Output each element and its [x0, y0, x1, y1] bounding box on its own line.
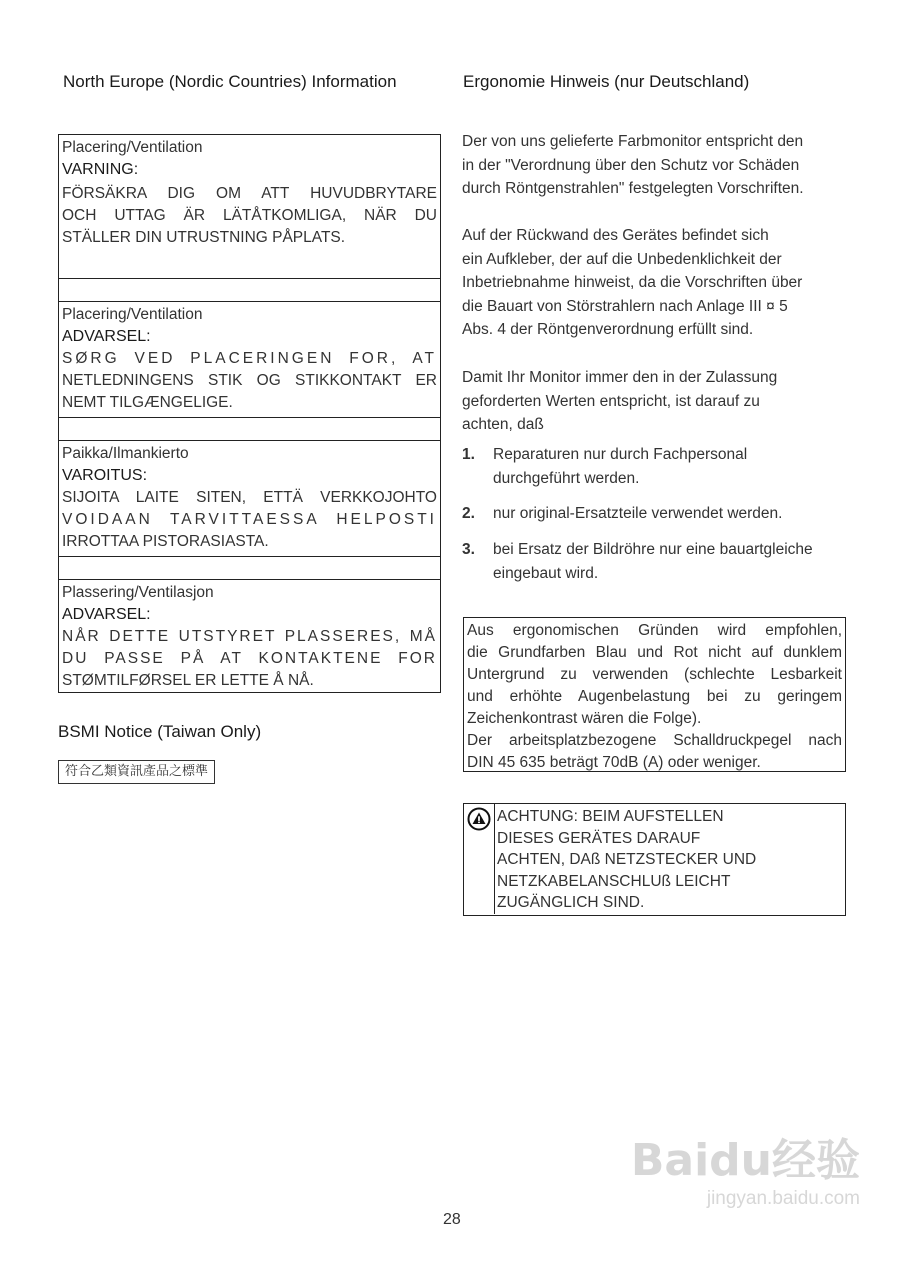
list-number: 3.: [462, 541, 475, 558]
achtung-text: [497, 806, 756, 914]
box-text-line: IRROTTAA PISTORASIASTA.: [62, 533, 269, 550]
paragraph-line: in der "Verordnung über den Schutz vor Schäden: [462, 156, 800, 174]
box-warning-label: VARNING:: [62, 161, 139, 178]
nordic-box-norwegian: [58, 579, 441, 693]
box-divider-row: [58, 556, 441, 580]
paragraph-line: achten, daß: [462, 416, 544, 433]
box-text-line: VOIDAAN TARVITTAESSA HELPOSTI: [62, 511, 437, 528]
paragraph-line: Inbetriebnahme hinweist, da die Vorschriften über: [462, 274, 803, 291]
nordic-box-finnish: [58, 440, 441, 557]
box-warning-label: ADVARSEL:: [62, 328, 151, 345]
achtung-warning-box: [463, 803, 846, 916]
box-text-line: NEMT TILGÆNGELIGE.: [62, 394, 233, 411]
box-text-line: NETLEDNINGENS STIK OG STIKKONTAKT ER: [62, 372, 437, 389]
box-text-line: SØRG VED PLACERINGEN FOR, AT: [62, 350, 437, 367]
ergo-line: DIN 45 635 beträgt 70dB (A) oder weniger.: [467, 754, 761, 771]
paragraph-line: geforderten Werten entspricht, ist darauf zu: [462, 392, 760, 410]
watermark-brand: Baidu经验: [630, 1135, 860, 1186]
warning-icon: [467, 807, 491, 831]
box-divider-row: [58, 417, 441, 441]
paragraph-2: [462, 224, 862, 342]
paragraph-1: [462, 130, 862, 201]
ergo-line: Der arbeitsplatzbezogene Schalldruckpegel nach: [467, 732, 842, 749]
ergo-line: Zeichenkontrast wären die Folge).: [467, 710, 702, 727]
baidu-watermark: [631, 1135, 860, 1211]
achtung-line: NETZKABELANSCHLUß LEICHT: [497, 872, 731, 890]
list-item: [462, 502, 852, 526]
box-category: Plassering/Ventilasjon: [62, 584, 214, 601]
box-text-line: SIJOITA LAITE SITEN, ETTÄ VERKKOJOHTO: [62, 489, 437, 506]
box-category: Placering/Ventilation: [62, 306, 203, 323]
achtung-line: ACHTEN, DAß NETZSTECKER UND: [497, 851, 757, 868]
paragraph-3: [462, 366, 862, 437]
page-number: 28: [443, 1211, 461, 1228]
paragraph-line: Der von uns gelieferte Farbmonitor entspricht den: [462, 133, 804, 150]
list-item: [462, 538, 852, 585]
list-line: bei Ersatz der Bildröhre nur eine bauartgleiche: [493, 541, 813, 558]
paragraph-line: Auf der Rückwand des Gerätes befindet sich: [462, 227, 769, 244]
ergonomics-note-box: [463, 617, 846, 772]
box-text-line: FÖRSÄKRA DIG OM ATT HUVUDBRYTARE: [62, 185, 437, 202]
list-number: 2.: [462, 505, 475, 522]
paragraph-line: Abs. 4 der Röntgenverordnung erfüllt sind.: [462, 321, 754, 338]
box-text-line: OCH UTTAG ÄR LÄTÅTKOMLIGA, NÄR DU: [62, 207, 437, 224]
list-number: 1.: [462, 446, 475, 463]
ergonomie-heading: Ergonomie Hinweis (nur Deutschland): [463, 72, 750, 91]
list-line: Reparaturen nur durch Fachpersonal: [493, 446, 748, 463]
box-text-line: DU PASSE PÅ AT KONTAKTENE FOR: [62, 650, 437, 667]
watermark-url: jingyan.baidu.com: [706, 1188, 860, 1209]
list-line: eingebaut wird.: [493, 564, 599, 582]
nordic-heading: North Europe (Nordic Countries) Information: [63, 72, 397, 91]
box-text-line: STÄLLER DIN UTRUSTNING PÅPLATS.: [62, 229, 346, 246]
icon-cell: [464, 804, 495, 914]
list-item: [462, 443, 852, 490]
paragraph-line: durch Röntgenstrahlen" festgelegten Vorschriften.: [462, 180, 804, 197]
box-divider-row: [58, 278, 441, 302]
ergo-line: die Grundfarben Blau und Rot nicht auf dunklem: [467, 644, 842, 661]
box-text-line: STØMTILFØRSEL ER LETTE Å NÅ.: [62, 672, 314, 689]
achtung-line: DIESES GERÄTES DARAUF: [497, 829, 701, 847]
list-line: durchgeführt werden.: [493, 469, 640, 487]
ergo-line: Aus ergonomischen Gründen wird empfohlen,: [467, 622, 842, 639]
achtung-line: ACHTUNG: BEIM AUFSTELLEN: [497, 808, 724, 825]
box-warning-label: VAROITUS:: [62, 467, 148, 484]
achtung-line: ZUGÄNGLICH SIND.: [497, 894, 645, 911]
box-category: Paikka/Ilmankierto: [62, 445, 189, 462]
box-warning-label: ADVARSEL:: [62, 606, 151, 623]
nordic-box-swedish: [58, 134, 441, 279]
box-text-line: NÅR DETTE UTSTYRET PLASSERES, MÅ: [62, 628, 437, 645]
box-category: Placering/Ventilation: [62, 139, 203, 156]
ergo-line: und erhöhte Augenbelastung bei zu geringem: [467, 688, 842, 705]
bsmi-label-box: 符合乙類資訊產品之標準: [58, 760, 215, 784]
list-line: nur original-Ersatzteile verwendet werden.: [493, 505, 783, 522]
ergo-line: Untergrund zu verwenden (schlechte Lesbarkeit: [467, 666, 842, 683]
bsmi-heading: BSMI Notice (Taiwan Only): [58, 722, 262, 741]
paragraph-line: die Bauart von Störstrahlern nach Anlage III ¤ 5: [462, 297, 788, 315]
paragraph-line: Damit Ihr Monitor immer den in der Zulassung: [462, 369, 778, 386]
nordic-box-danish: [58, 301, 441, 418]
paragraph-line: ein Aufkleber, der auf die Unbedenklichkeit der: [462, 250, 782, 268]
